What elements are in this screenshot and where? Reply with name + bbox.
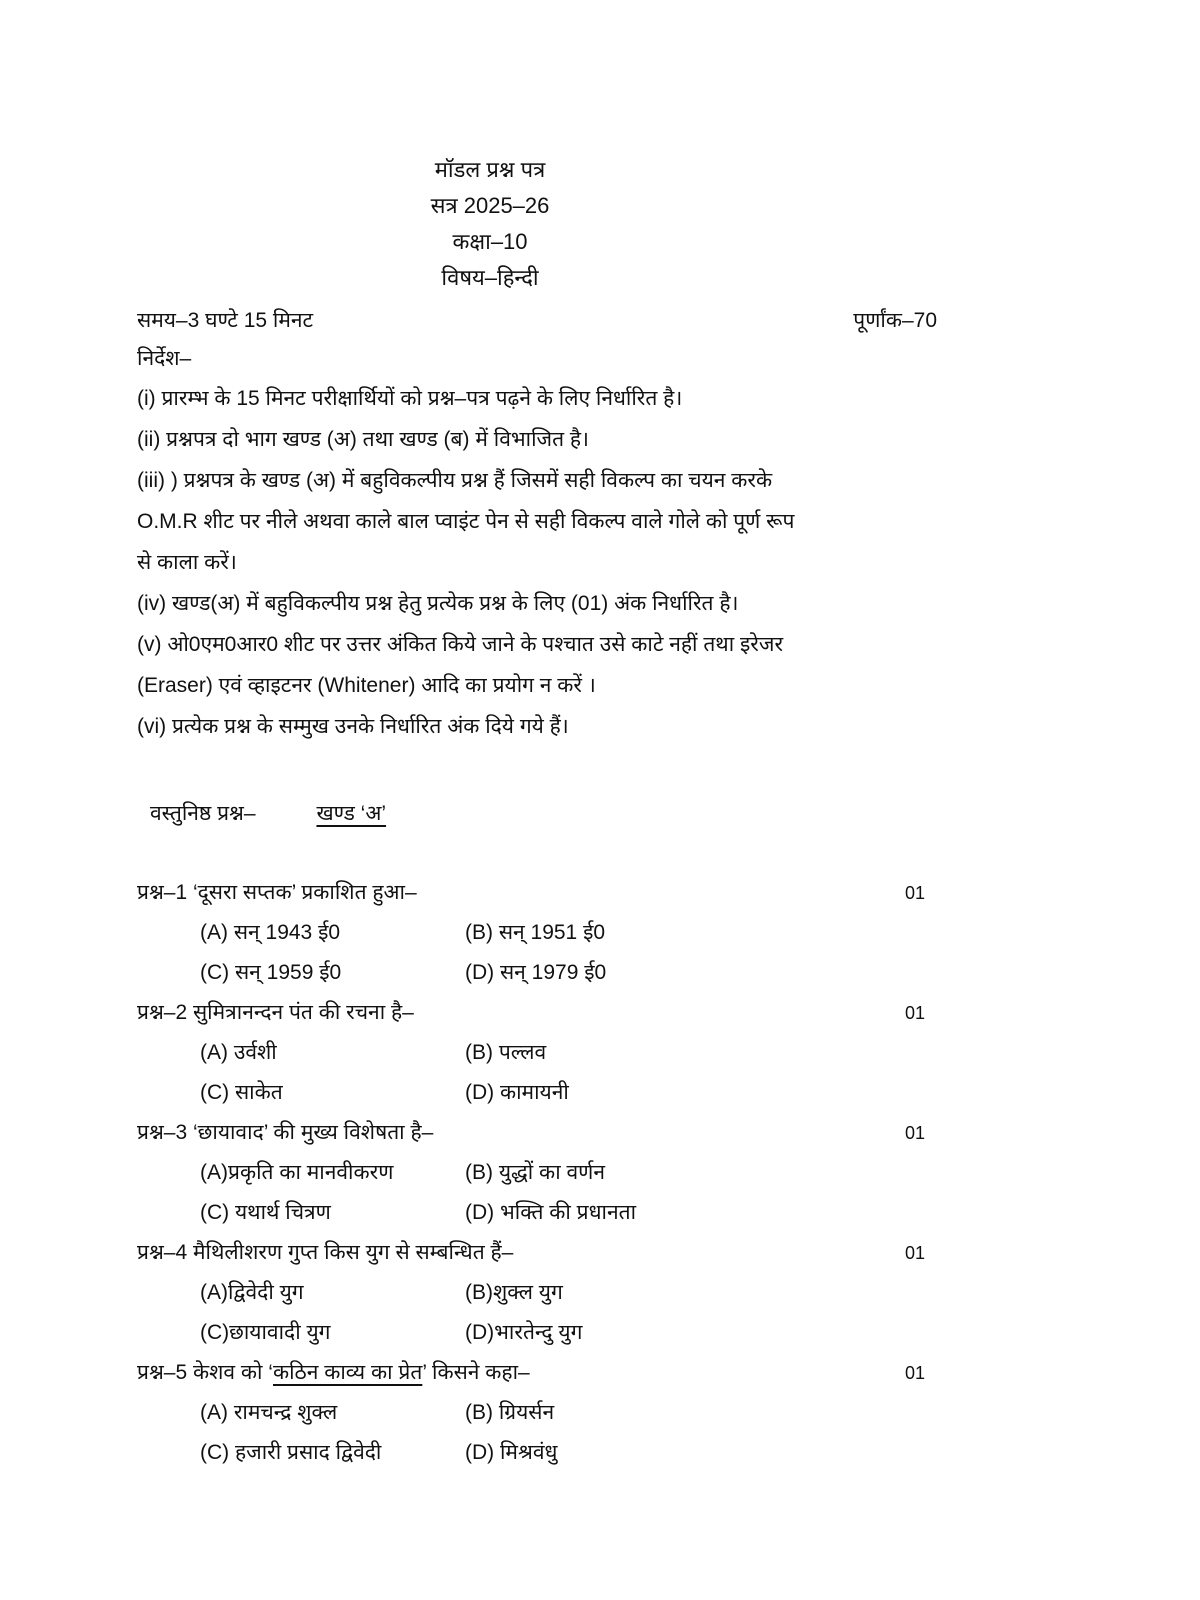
question-text — [137, 1353, 530, 1393]
option-b: (B) पल्लव — [465, 1041, 547, 1064]
option-a: (A) रामचन्द्र शुक्ल — [200, 1401, 338, 1424]
instruction-line: (ii) प्रश्नपत्र दो भाग खण्ड (अ) तथा खण्ड (ब) में विभाजित है। — [137, 428, 590, 451]
instruction-line: (Eraser) एवं व्हाइटनर (Whitener) आदि का प्रयोग न करें । — [137, 674, 596, 697]
directions-heading: निर्देश– — [137, 347, 192, 370]
question-title-row — [137, 873, 937, 913]
option-d: (D) सन् 1979 ई0 — [465, 961, 607, 984]
section-a-title: खण्ड ‘अ’ — [316, 802, 387, 825]
option-b: (B) ग्रियर्सन — [465, 1401, 555, 1424]
question-text: प्रश्न–1 ‘दूसरा सप्तक’ प्रकाशित हुआ– — [137, 881, 417, 904]
question-1 — [137, 873, 937, 993]
instruction-line: O.M.R शीट पर नीले अथवा काले बाल प्वाइंट पेन से सही विकल्प वाले गोले को पूर्ण रूप — [137, 510, 795, 533]
question-marks: 01 — [904, 1123, 925, 1143]
question-text: प्रश्न–4 मैथिलीशरण गुप्त किस युग से सम्बन्धित हैं– — [137, 1241, 514, 1264]
questions-list — [137, 873, 937, 1473]
option-d: (D) कामायनी — [465, 1081, 569, 1104]
question-title-row — [137, 1233, 937, 1273]
option-b: (B) युद्धों का वर्णन — [465, 1161, 605, 1184]
question-marks: 01 — [904, 1003, 925, 1023]
question-options — [200, 1153, 937, 1233]
time-marks-row — [137, 302, 937, 340]
option-c: (C) यथार्थ चित्रण — [200, 1201, 331, 1224]
objective-questions-label: वस्तुनिष्ठ प्रश्न– — [150, 802, 256, 825]
instruction-line: (vi) प्रत्येक प्रश्न के सम्मुख उनके निर्धारित अंक दिये गये हैं। — [137, 715, 569, 738]
question-text-suffix: ’ किसने कहा– — [422, 1361, 530, 1384]
question-options — [200, 1033, 937, 1113]
question-4 — [137, 1233, 937, 1353]
option-c: (C) हजारी प्रसाद द्विवेदी — [200, 1441, 382, 1464]
question-marks: 01 — [904, 883, 925, 903]
question-text: प्रश्न–3 ‘छायावाद’ की मुख्य विशेषता है– — [137, 1121, 434, 1144]
paper-class: कक्षा–10 — [452, 229, 528, 254]
option-b: (B)शुक्ल युग — [465, 1281, 563, 1304]
instruction-line: (i) प्रारम्भ के 15 मिनट परीक्षार्थियों को प्रश्न–पत्र पढ़ने के लिए निर्धारित है। — [137, 387, 683, 410]
question-text: प्रश्न–2 सुमित्रानन्दन पंत की रचना है– — [137, 1001, 414, 1024]
instruction-line: (iii) ) प्रश्नपत्र के खण्ड (अ) में बहुविकल्पीय प्रश्न हैं जिसमें सही विकल्प का चयन करके — [137, 469, 773, 492]
question-title-row — [137, 1353, 937, 1393]
instruction-line: (v) ओ0एम0आर0 शीट पर उत्तर अंकित किये जाने के पश्चात उसे काटे नहीं तथा इरेजर — [137, 633, 784, 656]
option-d: (D) मिश्रवंधु — [465, 1441, 558, 1464]
question-options — [200, 913, 937, 993]
option-c: (C)छायावादी युग — [200, 1321, 331, 1344]
option-a: (A) उर्वशी — [200, 1041, 277, 1064]
option-d: (D)भारतेन्दु युग — [465, 1321, 583, 1344]
instruction-line: से काला करें। — [137, 551, 237, 574]
question-2 — [137, 993, 937, 1113]
question-marks: 01 — [904, 1363, 925, 1383]
question-title-row — [137, 1113, 937, 1153]
question-3 — [137, 1113, 937, 1233]
time-allowed: समय–3 घण्टे 15 मिनट — [137, 309, 314, 332]
full-marks: पूर्णांक–70 — [853, 309, 937, 332]
option-c: (C) साकेत — [200, 1081, 283, 1104]
paper-title: मॉडल प्रश्न पत्र — [434, 157, 546, 182]
question-text-underlined: कठिन काव्य का प्रेत — [272, 1361, 423, 1384]
instruction-line: (iv) खण्ड(अ) में बहुविकल्पीय प्रश्न हेतु प्रत्येक प्रश्न के लिए (01) अंक निर्धारित है। — [137, 592, 739, 615]
option-b: (B) सन् 1951 ई0 — [465, 921, 606, 944]
question-options — [200, 1273, 937, 1353]
instructions-list — [137, 378, 937, 747]
question-5 — [137, 1353, 937, 1473]
question-options — [200, 1393, 937, 1473]
option-a: (A)प्रकृति का मानवीकरण — [200, 1161, 394, 1184]
paper-subject: विषय–हिन्दी — [441, 265, 539, 290]
question-text-prefix: प्रश्न–5 केशव को ‘ — [137, 1361, 273, 1384]
option-a: (A) सन् 1943 ई0 — [200, 921, 341, 944]
option-c: (C) सन् 1959 ई0 — [200, 961, 342, 984]
page-content — [137, 152, 937, 1473]
option-d: (D) भक्ति की प्रधानता — [465, 1201, 637, 1224]
option-a: (A)द्विवेदी युग — [200, 1281, 304, 1304]
paper-session: सत्र 2025–26 — [430, 193, 550, 218]
question-title-row — [137, 993, 937, 1033]
section-header-row — [137, 799, 937, 829]
question-marks: 01 — [904, 1243, 925, 1263]
paper-title-block — [90, 152, 890, 296]
